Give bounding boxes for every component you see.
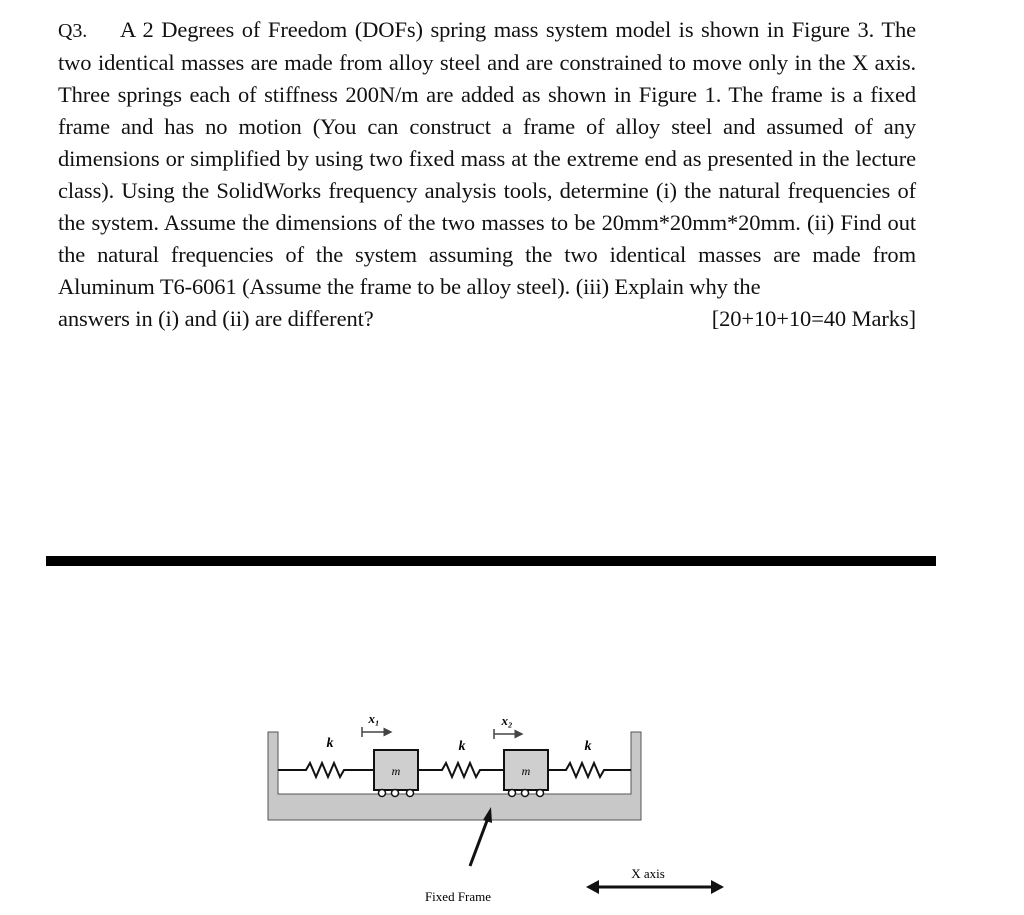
displacement-label-2: x₂	[501, 713, 513, 728]
frame-label: Fixed Frame	[424, 889, 492, 904]
spring-label-3: k	[584, 739, 592, 754]
axis-label: X axis	[631, 866, 665, 881]
x-axis-arrow	[586, 880, 724, 894]
wheel	[379, 790, 386, 797]
spring-2	[418, 763, 504, 777]
wheel	[392, 790, 399, 797]
displacement-label-1: x₁	[368, 711, 380, 726]
mass-2	[504, 750, 548, 797]
marks-allocation: [20+10+10=40 Marks]	[711, 306, 916, 331]
marks-line	[58, 303, 916, 335]
spring-mass-figure	[0, 690, 1024, 915]
question-last-line: answers in (i) and (ii) are different?	[58, 306, 374, 331]
mass-label-1: m	[391, 764, 401, 778]
wheel	[509, 790, 516, 797]
question-text-block	[58, 14, 916, 335]
wheel	[407, 790, 414, 797]
mass-1	[374, 750, 418, 797]
question-number: Q3.	[58, 20, 88, 42]
wheel	[522, 790, 529, 797]
spring-label-2: k	[458, 739, 466, 754]
wheel	[537, 790, 544, 797]
spring-1	[278, 763, 374, 777]
mass-label-2: m	[521, 764, 531, 778]
question-body: A 2 Degrees of Freedom (DOFs) spring mass system model is shown in Figure 3. The two identical masses are made from alloy steel and are constrained to move only in the X axis. Three springs each of stiffness 200N/m are added as shown in Figure 1. The frame is a fixed frame and has no motion (You can construct a frame of alloy steel and assumed of any dimensions or simplified by using two fixed mass at the extreme end as presented in the lecture class). Using the SolidWorks frequency analysis tools, determine (i) the natural frequencies of the system. Assume the dimensions of the two masses to be 20mm*20mm*20mm. (ii) Find out the natural frequencies of the system assuming the two identical masses are made from Aluminum T6-6061 (Assume the frame to be alloy steel). (iii) Explain why the	[58, 17, 916, 299]
horizontal-divider	[46, 556, 936, 566]
spring-3	[548, 763, 631, 777]
spring-label-1: k	[326, 736, 334, 751]
